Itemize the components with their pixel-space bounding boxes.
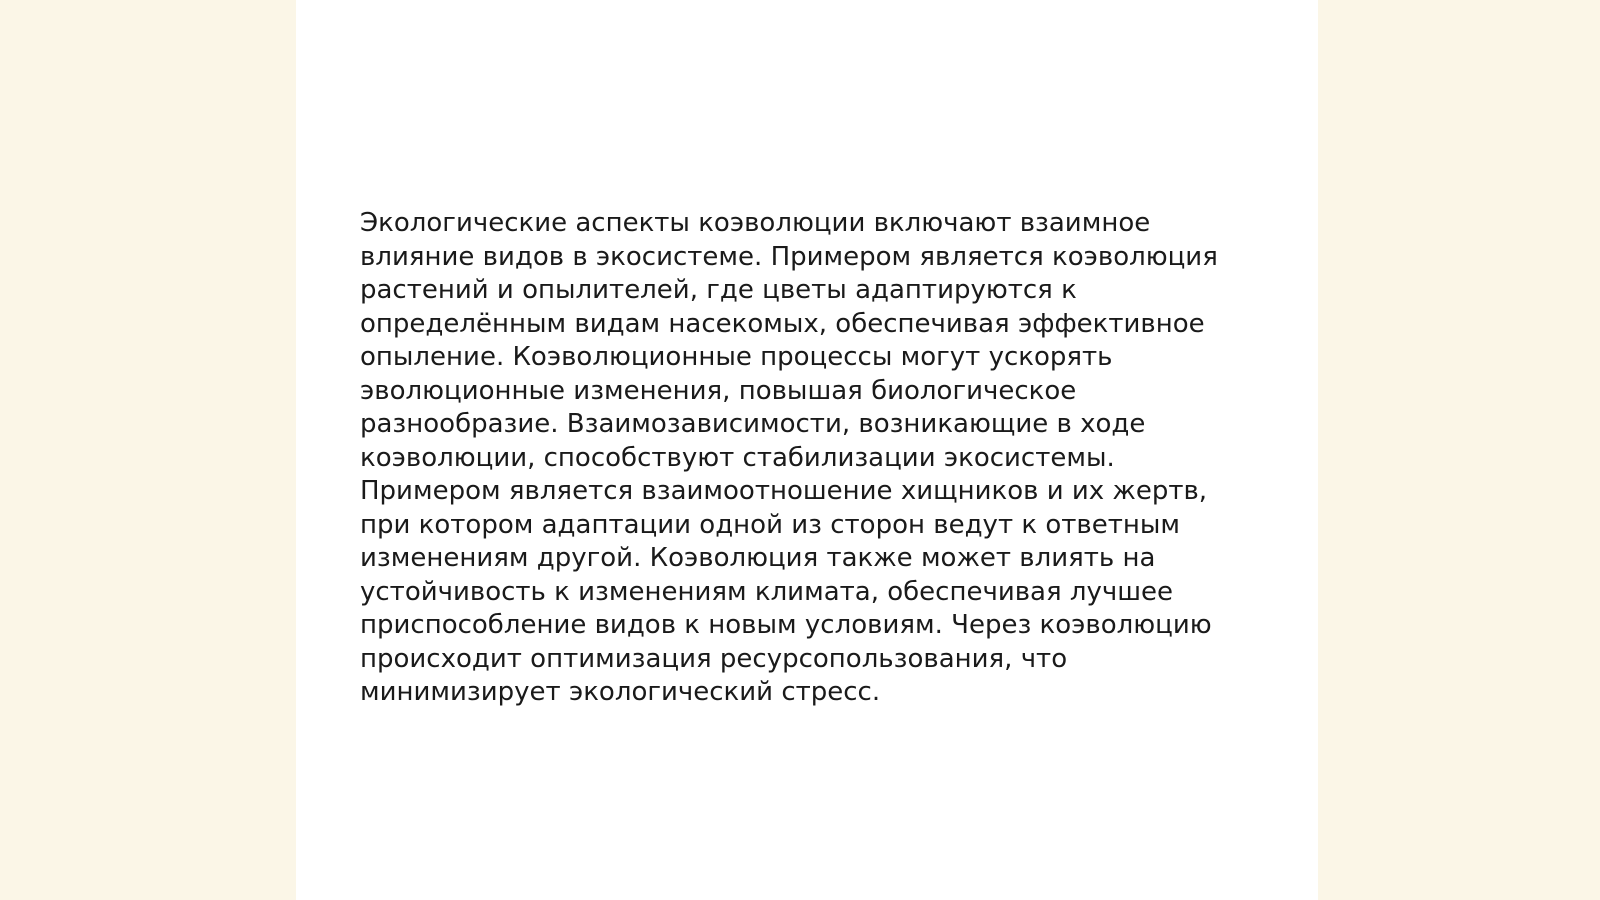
document-page <box>296 0 1318 900</box>
body-paragraph: Экологические аспекты коэволюции включают взаимное влияние видов в экосистеме. Примером является коэволюция растений и опылителей, где цветы адаптируются к определённым видам насекомых, обеспечивая эффективное опыление. Коэволюционные процессы могут ускорять эволюционные изменения, повышая биологическое разнообразие. Взаимозависимости, возникающие в ходе коэволюции, способствуют стабилизации экосистемы. Примером является взаимоотношение хищников и их жертв, при котором адаптации одной из сторон ведут к ответным изменениям другой. Коэволюция также может влиять на устойчивость к изменениям климата, обеспечивая лучшее приспособление видов к новым условиям. Через коэволюцию происходит оптимизация ресурсопользования, что минимизирует экологический стресс. <box>360 208 1218 707</box>
